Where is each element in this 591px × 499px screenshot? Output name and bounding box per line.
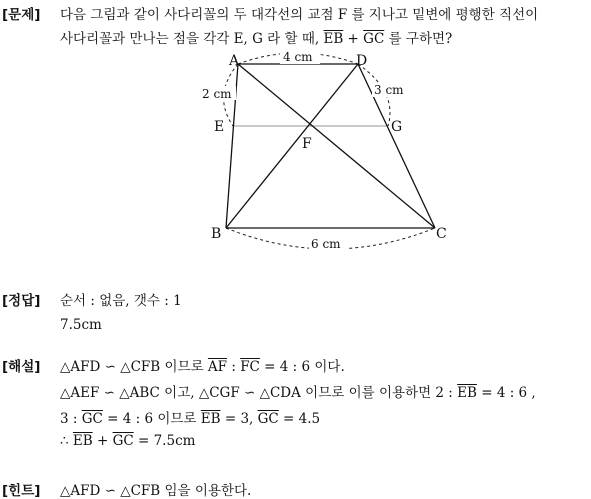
solution-line-4 bbox=[60, 433, 195, 449]
solution-line-1 bbox=[60, 355, 345, 375]
answer-tag: [정답] bbox=[2, 293, 41, 309]
solution-line-1-post: = 4 : 6 이다. bbox=[259, 359, 345, 375]
length-bc: 6 cm bbox=[311, 237, 341, 251]
solution-line-2-pre: △AEF ∽ △ABC 이고, △CGF ∽ △CDA 이므로 이를 이용하면 2 : bbox=[60, 385, 458, 401]
plus-sign: + bbox=[92, 433, 113, 449]
solution-line-1-pre: △AFD ∽ △CFB 이므로 bbox=[60, 359, 208, 375]
problem-tag: [문제] bbox=[2, 7, 41, 23]
therefore-sign: ∴ bbox=[60, 433, 73, 449]
segment-fc: $\overline{FC}$ bbox=[240, 359, 260, 375]
segment-eb: $\overline{EB}$ bbox=[457, 385, 477, 401]
solution-line-3-post: = 4.5 bbox=[278, 411, 321, 427]
label-g: G bbox=[391, 119, 403, 135]
segment-af: $\overline{AF}$ bbox=[207, 359, 228, 375]
answer-line-1: 순서 : 없음, 갯수 : 1 bbox=[60, 293, 182, 309]
segment-gc: $\overline{GC}$ bbox=[81, 411, 103, 427]
label-e: E bbox=[214, 119, 225, 135]
answer-line-2: 7.5cm bbox=[60, 317, 102, 333]
solution-line-2-post: = 4 : 6 , bbox=[476, 385, 536, 401]
label-b: B bbox=[211, 226, 222, 242]
hint-tag: [힌트] bbox=[2, 483, 41, 499]
label-f: F bbox=[302, 136, 312, 152]
segment-eb: $\overline{EB}$ bbox=[200, 411, 221, 427]
diagonal-bd bbox=[226, 64, 358, 228]
solution-line-2 bbox=[60, 381, 536, 401]
length-ae: 2 cm bbox=[202, 87, 232, 101]
solution-line-3 bbox=[60, 407, 320, 427]
ratio-colon: : bbox=[227, 359, 241, 375]
solution-line-4-post: = 7.5cm bbox=[133, 433, 196, 449]
label-a: A bbox=[229, 53, 240, 69]
plus-sign: + bbox=[343, 31, 364, 47]
length-dg: 3 cm bbox=[374, 83, 404, 97]
solution-line-3-mid2: = 3, bbox=[220, 411, 258, 427]
hint-text: △AFD ∽ △CFB 임을 이용한다. bbox=[60, 483, 252, 499]
label-d: D bbox=[356, 53, 368, 69]
segment-gc: $\overline{GC}$ bbox=[363, 31, 385, 47]
problem-line-2-post: 를 구하면? bbox=[384, 31, 453, 47]
solution-tag: [해설] bbox=[2, 359, 41, 375]
segment-gc: $\overline{GC}$ bbox=[112, 433, 134, 449]
segment-eb: $\overline{EB}$ bbox=[72, 433, 93, 449]
problem-line-1: 다음 그림과 같이 사다리꼴의 두 대각선의 교점 F 를 지나고 밑변에 평행한 직선이 bbox=[60, 7, 539, 23]
length-ad: 4 cm bbox=[283, 50, 313, 64]
label-c: C bbox=[436, 226, 447, 242]
problem-line-2-pre: 사다리꼴과 만나는 점을 각각 E, G 라 할 때, bbox=[60, 31, 324, 47]
segment-eb: $\overline{EB}$ bbox=[323, 31, 344, 47]
solution-line-3-mid: = 4 : 6 이므로 bbox=[102, 411, 201, 427]
segment-gc: $\overline{GC}$ bbox=[257, 411, 279, 427]
solution-line-3-pre: 3 : bbox=[60, 411, 82, 427]
